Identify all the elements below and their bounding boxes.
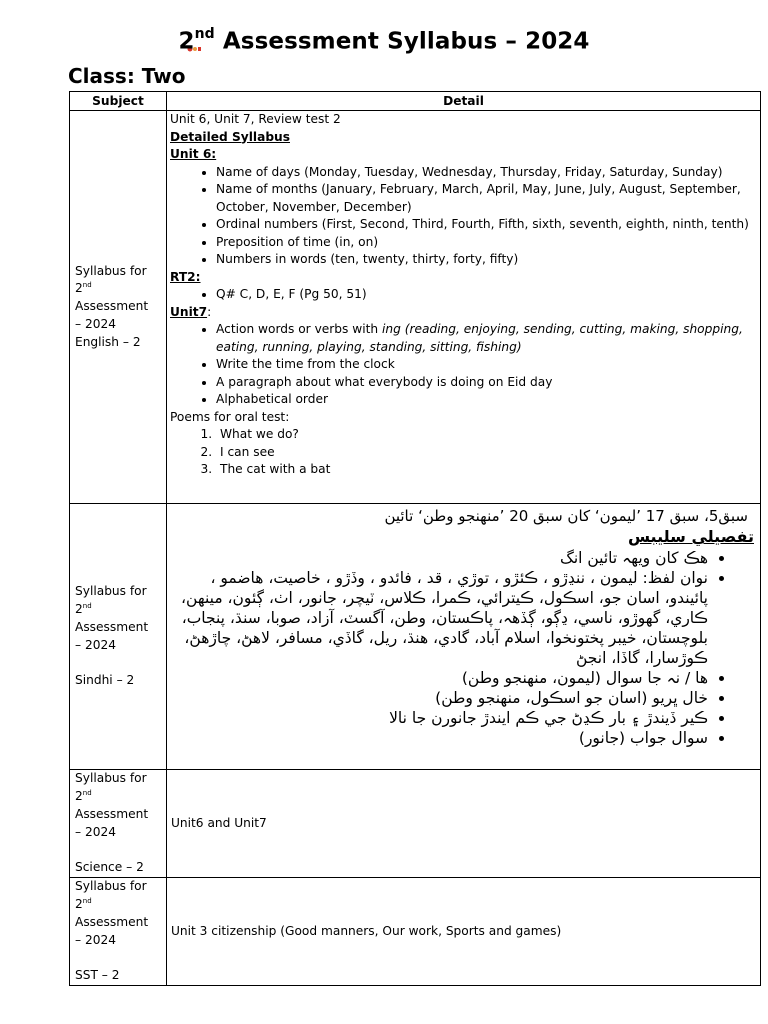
- unit7-heading: Unit7:: [170, 304, 212, 319]
- list-item: • هڪ کان ويهہ تائين انگ: [173, 548, 708, 568]
- table-header-row: [70, 92, 761, 111]
- list-item: • خال ڀريو (اسان جو اسڪول، منهنجو وطن): [173, 688, 708, 708]
- sindhi-lessons-line: سبق5، سبق 17 ’ليمون‘ کان سبق 20 ’منهنجو وطن‘ تائين: [384, 507, 748, 525]
- detail-cell-sst: Unit 3 citizenship (Good manners, Our work, Sports and games): [167, 878, 761, 986]
- subject-column-header: Subject: [70, 92, 167, 111]
- list-item: 1. What we do?: [216, 426, 757, 444]
- rt2-list: [170, 286, 757, 304]
- poems-list: [170, 426, 757, 479]
- detail-cell-sindhi: [167, 504, 761, 770]
- list-item: • ها / نہ جا سوال (ليمون، منهنجو وطن): [173, 668, 708, 688]
- subject-cell-english: Syllabus for 2nd Assessment – 2024 English – 2: [70, 111, 167, 504]
- detail-cell-science: Unit6 and Unit7: [167, 770, 761, 878]
- list-item: • نوان لفظ: ليمون ، ننڍڙو ، ڪئڙو ، توڙي ، قد ، فائدو ، وڏڙو ، خاصيت، هاضمو ، پائيندو، اسان جو، اسڪول، ڪيترائي، ڪمرا، ڪلاس، ٽيچر، جانور، اٺ، ڳئون، مينهن، ڪاري، گهوڙو، ناسي، ڍڳو، ڳڏهہ، پاڪستان، وطن، آگسٽ، آزاد، صوبا، سنڌ، پنجاب، بلوچستان، خيبر پختونخوا، اسلام آباد، گادي، هنڌ، ريل، گاڏي، مسافر، لاهڻ، چاڙهڻ، ڪوڙسارا، گاڏا، انجڻ: [173, 568, 708, 668]
- unit6-heading: Unit 6:: [170, 147, 217, 161]
- subject-cell-sst: Syllabus for 2nd Assessment – 2024 SST – 2: [70, 878, 167, 986]
- list-item: • Preposition of time (in, on): [216, 234, 757, 252]
- list-item: • Name of months (January, February, March, April, May, June, July, August, September, October, November, December): [216, 181, 757, 216]
- unit6-list: [170, 164, 757, 269]
- sindhi-list: [173, 548, 754, 748]
- table-row-sindhi: [70, 504, 761, 770]
- list-item: • Ordinal numbers (First, Second, Third, Fourth, Fifth, sixth, seventh, eighth, ninth, tenth): [216, 216, 757, 234]
- list-item: • Action words or verbs with ing (reading, enjoying, sending, cutting, making, shopping, eating, running, playing, standing, sitting, fishing): [216, 321, 757, 356]
- unit7-list: [170, 321, 757, 409]
- list-item: • ڪير ڏيندڙ ۽ بار ڪڍڻ جي ڪم ايندڙ جانورن جا نالا: [173, 708, 708, 728]
- table-row-english: [70, 111, 761, 504]
- list-item: • A paragraph about what everybody is doing on Eid day: [216, 374, 757, 392]
- list-item: 3. The cat with a bat: [216, 461, 757, 479]
- subject-cell-sindhi: Syllabus for 2nd Assessment – 2024 Sindhi – 2: [70, 504, 167, 770]
- list-item: 2. I can see: [216, 444, 757, 462]
- list-item: • Alphabetical order: [216, 391, 757, 409]
- sindhi-detailed-heading: تفصيلي سليبس: [627, 527, 754, 546]
- detailed-syllabus-heading: Detailed Syllabus: [170, 129, 290, 144]
- table-row-sst: [70, 878, 761, 986]
- english-units: Unit 6, Unit 7, Review test 2: [170, 112, 341, 126]
- rt2-heading: RT2:: [170, 269, 201, 284]
- list-item: • Numbers in words (ten, twenty, thirty, forty, fifty): [216, 251, 757, 269]
- class-label: Class: Two: [68, 64, 186, 88]
- list-item: • Write the time from the clock: [216, 356, 757, 374]
- page-title: 2nd Assessment Syllabus – 2024: [178, 26, 590, 55]
- detail-cell-english: [167, 111, 761, 504]
- list-item: • Q# C, D, E, F (Pg 50, 51): [216, 286, 757, 304]
- subject-cell-science: Syllabus for 2nd Assessment – 2024 Science – 2: [70, 770, 167, 878]
- syllabus-table: [69, 91, 761, 986]
- poems-heading: Poems for oral test:: [170, 409, 290, 424]
- list-item: • سوال جواب (جانور): [173, 728, 708, 748]
- detail-column-header: Detail: [167, 92, 761, 111]
- list-item: • Name of days (Monday, Tuesday, Wednesday, Thursday, Friday, Saturday, Sunday): [216, 164, 757, 182]
- table-row-science: [70, 770, 761, 878]
